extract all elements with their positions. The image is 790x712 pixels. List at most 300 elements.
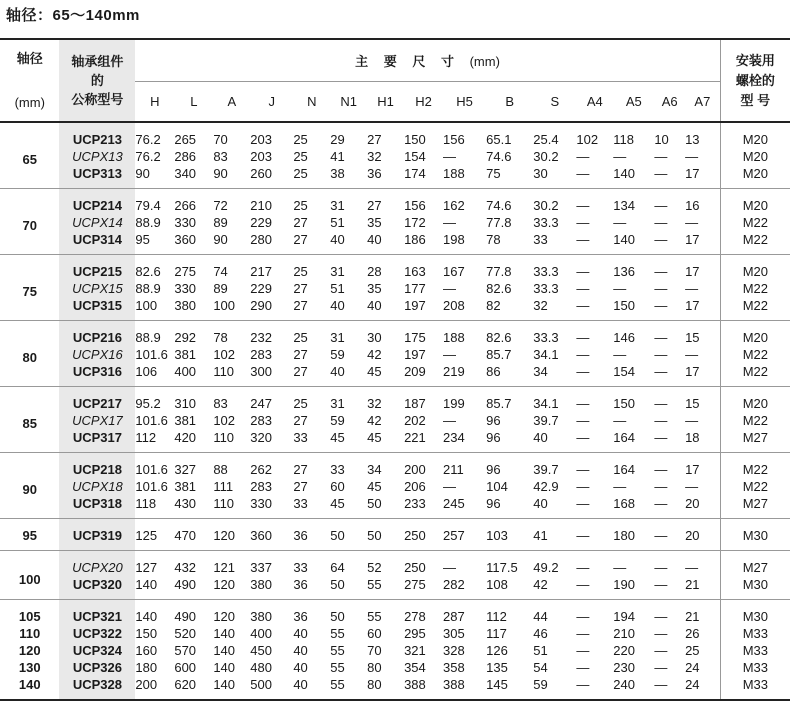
cell-b: 86 xyxy=(486,363,533,387)
model-number: UCP319 xyxy=(59,519,135,551)
bolt-size: M33 xyxy=(720,642,790,659)
cell-l: 432 xyxy=(174,560,197,575)
cell-a5: 210 xyxy=(613,626,635,641)
column-header-h5: H5 xyxy=(456,93,473,109)
cell-s: 54 xyxy=(533,660,548,675)
bolt-size: M22 xyxy=(720,412,790,429)
cell-n: 25 xyxy=(293,198,308,213)
cell-a6: — xyxy=(654,297,685,321)
cell-a: 140 xyxy=(213,676,250,700)
cell-a5: — xyxy=(613,215,627,230)
shaft-diameter: 105 xyxy=(18,609,41,624)
cell-a: 78 xyxy=(213,330,228,345)
cell-n1: 64 xyxy=(330,560,345,575)
cell-a6: — xyxy=(654,560,668,575)
cell-j: 283 xyxy=(250,413,272,428)
shaft-diameter: 75 xyxy=(0,255,59,321)
cell-l: 327 xyxy=(174,462,197,477)
cell-a7: 26 xyxy=(685,626,700,641)
model-number: UCP314 xyxy=(59,231,135,255)
cell-h: 118 xyxy=(135,495,174,519)
cell-n: 36 xyxy=(293,576,330,600)
cell-j: 247 xyxy=(250,396,272,411)
model-number: UCPX18 xyxy=(59,478,135,495)
cell-a4: — xyxy=(576,330,590,345)
cell-a: 121 xyxy=(213,560,236,575)
table-row xyxy=(0,231,790,255)
cell-a4: — xyxy=(576,660,590,675)
cell-s: 30 xyxy=(533,165,576,189)
cell-h1: 34 xyxy=(367,462,382,477)
bolt-size: M27 xyxy=(720,429,790,453)
cell-n: 27 xyxy=(293,479,308,494)
cell-h2: 278 xyxy=(404,609,426,624)
cell-n: 36 xyxy=(293,519,330,551)
cell-a4: — xyxy=(576,165,613,189)
cell-h5: 156 xyxy=(443,132,465,147)
cell-a: 90 xyxy=(213,165,250,189)
cell-a7: 17 xyxy=(685,297,720,321)
cell-a: 140 xyxy=(213,626,236,641)
cell-h1: 52 xyxy=(367,560,382,575)
cell-a: 111 xyxy=(213,479,234,494)
bolt-header xyxy=(720,39,790,122)
cell-l: 520 xyxy=(174,626,197,641)
cell-h1: 35 xyxy=(367,215,382,230)
cell-n1: 51 xyxy=(330,281,345,296)
cell-n1: 38 xyxy=(330,165,367,189)
cell-h2: 275 xyxy=(404,576,443,600)
cell-l: 430 xyxy=(174,495,213,519)
cell-n1: 55 xyxy=(330,676,367,700)
cell-h1: 32 xyxy=(367,396,382,411)
cell-a4: — xyxy=(576,560,590,575)
model-number: UCP214 xyxy=(59,189,135,215)
cell-h5: 208 xyxy=(443,297,486,321)
cell-n: 40 xyxy=(293,643,308,658)
cell-h5: 234 xyxy=(443,429,486,453)
model-number: UCP320 xyxy=(59,576,135,600)
cell-b: 77.8 xyxy=(486,215,512,230)
cell-a6: — xyxy=(654,149,668,164)
cell-a5: — xyxy=(613,281,627,296)
cell-b: 96 xyxy=(486,495,533,519)
model-number: UCP322 xyxy=(59,625,135,642)
bolt-size: M33 xyxy=(720,676,790,700)
shaft-header xyxy=(0,39,59,122)
cell-j: 283 xyxy=(250,347,272,362)
cell-h5: 328 xyxy=(443,643,465,658)
cell-h5: 198 xyxy=(443,231,486,255)
cell-n: 40 xyxy=(293,676,330,700)
cell-a7: 24 xyxy=(685,676,720,700)
table-row xyxy=(0,429,790,453)
cell-b: 103 xyxy=(486,519,533,551)
cell-a6: — xyxy=(654,396,668,411)
cell-a6: — xyxy=(654,330,668,345)
cell-h2: 154 xyxy=(404,149,426,164)
cell-a5: 118 xyxy=(613,132,635,147)
cell-h1: 35 xyxy=(367,281,382,296)
cell-a6: — xyxy=(654,347,668,362)
cell-h2: 150 xyxy=(404,132,426,147)
cell-a7: — xyxy=(685,215,699,230)
cell-b: 104 xyxy=(486,479,508,494)
cell-h: 140 xyxy=(135,576,174,600)
cell-h5: — xyxy=(443,413,457,428)
cell-h1: 42 xyxy=(367,413,382,428)
cell-b: 78 xyxy=(486,231,533,255)
table-row xyxy=(0,478,790,495)
cell-a6: — xyxy=(654,643,668,658)
cell-h5: — xyxy=(443,215,457,230)
model-number: UCPX16 xyxy=(59,346,135,363)
column-header-a7: A7 xyxy=(694,93,711,109)
cell-n1: 40 xyxy=(330,297,367,321)
cell-a7: 13 xyxy=(685,132,700,147)
cell-j: 400 xyxy=(250,626,272,641)
cell-h: 88.9 xyxy=(135,281,161,296)
cell-n1: 31 xyxy=(330,264,345,279)
cell-a5: 230 xyxy=(613,660,635,675)
model-number: UCPX17 xyxy=(59,412,135,429)
table-row xyxy=(0,642,790,659)
cell-h: 79.4 xyxy=(135,198,161,213)
cell-a4: — xyxy=(576,363,613,387)
cell-a7: — xyxy=(685,149,699,164)
cell-h5: 199 xyxy=(443,396,465,411)
cell-n1: 29 xyxy=(330,132,345,147)
cell-l: 600 xyxy=(174,660,197,675)
dimensions-header xyxy=(135,39,720,81)
bolt-size: M22 xyxy=(720,363,790,387)
bolt-size: M20 xyxy=(720,165,790,189)
cell-a5: 194 xyxy=(613,609,635,624)
cell-n1: 51 xyxy=(330,215,345,230)
cell-a6: — xyxy=(654,495,685,519)
cell-l: 400 xyxy=(174,363,213,387)
cell-b: 74.6 xyxy=(486,149,512,164)
cell-l: 381 xyxy=(174,413,197,428)
cell-h: 95.2 xyxy=(135,396,161,411)
cell-a4: — xyxy=(576,297,613,321)
cell-n1: 50 xyxy=(330,519,367,551)
cell-j: 320 xyxy=(250,429,293,453)
cell-s: 32 xyxy=(533,297,576,321)
cell-n1: 41 xyxy=(330,149,345,164)
cell-h: 127 xyxy=(135,560,158,575)
cell-h2: 354 xyxy=(404,660,426,675)
cell-h1: 30 xyxy=(367,330,382,345)
cell-n1: 31 xyxy=(330,396,345,411)
cell-h1: 55 xyxy=(367,609,382,624)
cell-a4: — xyxy=(576,462,590,477)
cell-a: 120 xyxy=(213,576,250,600)
cell-a: 72 xyxy=(213,198,228,213)
cell-a7: 20 xyxy=(685,495,720,519)
cell-h5: 358 xyxy=(443,660,465,675)
table-row xyxy=(0,600,790,626)
bolt-size: M20 xyxy=(720,189,790,215)
cell-j: 210 xyxy=(250,198,272,213)
cell-n: 27 xyxy=(293,462,308,477)
cell-a4: — xyxy=(576,609,590,624)
model-number: UCP324 xyxy=(59,642,135,659)
table-row xyxy=(0,297,790,321)
cell-h2: 250 xyxy=(404,519,443,551)
cell-a: 74 xyxy=(213,264,228,279)
cell-h5: 305 xyxy=(443,626,465,641)
cell-n1: 45 xyxy=(330,495,367,519)
cell-a6: — xyxy=(654,413,668,428)
cell-h1: 80 xyxy=(367,676,404,700)
cell-n: 27 xyxy=(293,231,330,255)
cell-a6: 10 xyxy=(654,132,669,147)
cell-h2: 197 xyxy=(404,347,426,362)
bolt-size: M20 xyxy=(720,321,790,347)
cell-n1: 50 xyxy=(330,609,345,624)
cell-h5: 282 xyxy=(443,576,486,600)
cell-a: 120 xyxy=(213,609,236,624)
cell-j: 330 xyxy=(250,495,293,519)
cell-n1: 40 xyxy=(330,231,367,255)
cell-a5: 220 xyxy=(613,643,635,658)
cell-b: 85.7 xyxy=(486,396,512,411)
bolt-size: M30 xyxy=(720,600,790,626)
cell-h: 101.6 xyxy=(135,479,168,494)
shaft-diameter: 70 xyxy=(0,189,59,255)
cell-b: 135 xyxy=(486,660,508,675)
shaft-diameter: 85 xyxy=(0,387,59,453)
cell-s: 51 xyxy=(533,643,548,658)
cell-a6: — xyxy=(654,519,685,551)
cell-h5: — xyxy=(443,149,457,164)
cell-h: 160 xyxy=(135,643,158,658)
bolt-size: M22 xyxy=(720,346,790,363)
cell-l: 570 xyxy=(174,643,197,658)
cell-l: 380 xyxy=(174,297,213,321)
cell-a: 70 xyxy=(213,132,228,147)
model-number: UCP213 xyxy=(59,122,135,148)
cell-h: 125 xyxy=(135,519,174,551)
cell-a7: — xyxy=(685,413,699,428)
shaft-diameter: 100 xyxy=(0,551,59,600)
cell-n: 36 xyxy=(293,609,308,624)
cell-b: 82 xyxy=(486,297,533,321)
cell-n: 25 xyxy=(293,165,330,189)
column-header-h: H xyxy=(150,93,160,109)
cell-l: 420 xyxy=(174,429,213,453)
cell-a6: — xyxy=(654,626,668,641)
cell-a4: — xyxy=(576,347,590,362)
cell-l: 266 xyxy=(174,198,197,213)
cell-s: 33.3 xyxy=(533,281,559,296)
cell-h: 106 xyxy=(135,363,174,387)
column-header-a4: A4 xyxy=(586,93,603,109)
cell-h2: 186 xyxy=(404,231,443,255)
cell-n: 33 xyxy=(293,560,308,575)
cell-j: 380 xyxy=(250,576,293,600)
cell-h2: 388 xyxy=(404,676,443,700)
cell-n1: 40 xyxy=(330,363,367,387)
model-number: UCP216 xyxy=(59,321,135,347)
cell-h1: 36 xyxy=(367,165,404,189)
cell-s: 34.1 xyxy=(533,396,559,411)
cell-a4: — xyxy=(576,495,613,519)
cell-a: 140 xyxy=(213,643,236,658)
cell-h2: 200 xyxy=(404,462,426,477)
cell-s: 42 xyxy=(533,576,576,600)
cell-h1: 28 xyxy=(367,264,382,279)
table-row xyxy=(0,453,790,479)
model-number: UCPX13 xyxy=(59,148,135,165)
cell-a7: 15 xyxy=(685,330,700,345)
cell-h1: 27 xyxy=(367,198,382,213)
bolt-header-line2: 螺栓的 xyxy=(735,72,775,88)
cell-h: 88.9 xyxy=(135,330,161,345)
model-number: UCPX15 xyxy=(59,280,135,297)
cell-h: 101.6 xyxy=(135,347,168,362)
table-row xyxy=(0,576,790,600)
cell-a5: — xyxy=(613,347,627,362)
cell-n: 27 xyxy=(293,347,308,362)
table-row xyxy=(0,148,790,165)
cell-n1: 55 xyxy=(330,660,345,675)
cell-a7: — xyxy=(685,281,699,296)
bolt-size: M30 xyxy=(720,519,790,551)
shaft-diameter: 140 xyxy=(0,676,59,700)
cell-a5: — xyxy=(613,149,627,164)
cell-a4: — xyxy=(576,519,613,551)
model-number: UCP217 xyxy=(59,387,135,413)
cell-n1: 59 xyxy=(330,413,345,428)
cell-s: 33 xyxy=(533,231,576,255)
cell-s: 44 xyxy=(533,609,548,624)
cell-j: 262 xyxy=(250,462,272,477)
cell-h: 101.6 xyxy=(135,413,168,428)
cell-j: 260 xyxy=(250,165,293,189)
cell-a5: — xyxy=(613,479,627,494)
column-header-a5: A5 xyxy=(625,93,642,109)
cell-a5: 168 xyxy=(613,495,654,519)
cell-a6: — xyxy=(654,609,668,624)
cell-j: 232 xyxy=(250,330,272,345)
table-row xyxy=(0,387,790,413)
column-header-h1: H1 xyxy=(377,93,394,109)
cell-a5: 240 xyxy=(613,676,654,700)
cell-s: 34 xyxy=(533,363,576,387)
cell-a4: — xyxy=(576,264,590,279)
cell-h1: 50 xyxy=(367,519,404,551)
cell-a7: 15 xyxy=(685,396,700,411)
cell-h2: 233 xyxy=(404,495,443,519)
cell-n1: 45 xyxy=(330,429,367,453)
cell-h1: 32 xyxy=(367,149,382,164)
cell-a5: 150 xyxy=(613,297,654,321)
cell-h2: 250 xyxy=(404,560,426,575)
column-header-l: L xyxy=(190,93,198,109)
cell-l: 275 xyxy=(174,264,197,279)
cell-l: 265 xyxy=(174,132,197,147)
cell-a6: — xyxy=(654,264,668,279)
cell-s: 40 xyxy=(533,495,576,519)
cell-a6: — xyxy=(654,231,685,255)
cell-h2: 156 xyxy=(404,198,426,213)
bolt-size: M20 xyxy=(720,148,790,165)
cell-a7: 18 xyxy=(685,429,720,453)
model-number: UCP318 xyxy=(59,495,135,519)
cell-n: 40 xyxy=(293,626,308,641)
cell-a7: — xyxy=(685,560,699,575)
cell-a6: — xyxy=(654,676,685,700)
cell-h2: 174 xyxy=(404,165,443,189)
cell-h: 95 xyxy=(135,231,174,255)
cell-b: 145 xyxy=(486,676,533,700)
cell-h5: 245 xyxy=(443,495,486,519)
model-number: UCP316 xyxy=(59,363,135,387)
bolt-size: M22 xyxy=(720,280,790,297)
column-header-b: B xyxy=(505,93,515,109)
cell-a7: 17 xyxy=(685,264,700,279)
cell-h: 76.2 xyxy=(135,132,161,147)
model-number: UCP218 xyxy=(59,453,135,479)
cell-n: 27 xyxy=(293,215,308,230)
column-header-n1: N1 xyxy=(340,93,357,109)
column-header-a6: A6 xyxy=(661,93,678,109)
column-header-n: N xyxy=(307,93,317,109)
cell-b: 82.6 xyxy=(486,281,512,296)
cell-s: 41 xyxy=(533,519,576,551)
cell-h2: 163 xyxy=(404,264,426,279)
cell-h1: 55 xyxy=(367,576,404,600)
cell-a5: 164 xyxy=(613,429,654,453)
cell-a: 83 xyxy=(213,149,228,164)
cell-h1: 42 xyxy=(367,347,382,362)
dimensions-unit: (mm) xyxy=(469,53,500,69)
cell-h: 100 xyxy=(135,297,174,321)
cell-s: 33.3 xyxy=(533,330,559,345)
cell-l: 292 xyxy=(174,330,197,345)
cell-j: 360 xyxy=(250,519,293,551)
cell-n: 40 xyxy=(293,660,308,675)
cell-j: 283 xyxy=(250,479,272,494)
shaft-diameter: 65 xyxy=(0,122,59,189)
cell-h5: — xyxy=(443,560,457,575)
cell-a7: 17 xyxy=(685,462,700,477)
column-header-a: A xyxy=(227,93,237,109)
cell-a: 89 xyxy=(213,215,228,230)
model-number: UCP317 xyxy=(59,429,135,453)
cell-h1: 40 xyxy=(367,297,404,321)
dimensions-title: 主 要 尺 寸 xyxy=(355,53,460,69)
cell-a4: — xyxy=(576,215,590,230)
cell-n: 33 xyxy=(293,429,330,453)
bolt-size: M22 xyxy=(720,453,790,479)
cell-n1: 59 xyxy=(330,347,345,362)
cell-b: 117 xyxy=(486,626,507,641)
cell-a4: — xyxy=(576,281,590,296)
cell-h5: 257 xyxy=(443,519,486,551)
cell-h: 180 xyxy=(135,660,158,675)
model-number: UCP315 xyxy=(59,297,135,321)
cell-h: 200 xyxy=(135,676,174,700)
cell-h: 82.6 xyxy=(135,264,161,279)
model-number: UCPX20 xyxy=(59,551,135,577)
column-header-h2: H2 xyxy=(415,93,432,109)
cell-a: 102 xyxy=(213,347,236,362)
cell-j: 229 xyxy=(250,281,272,296)
model-number: UCP326 xyxy=(59,659,135,676)
